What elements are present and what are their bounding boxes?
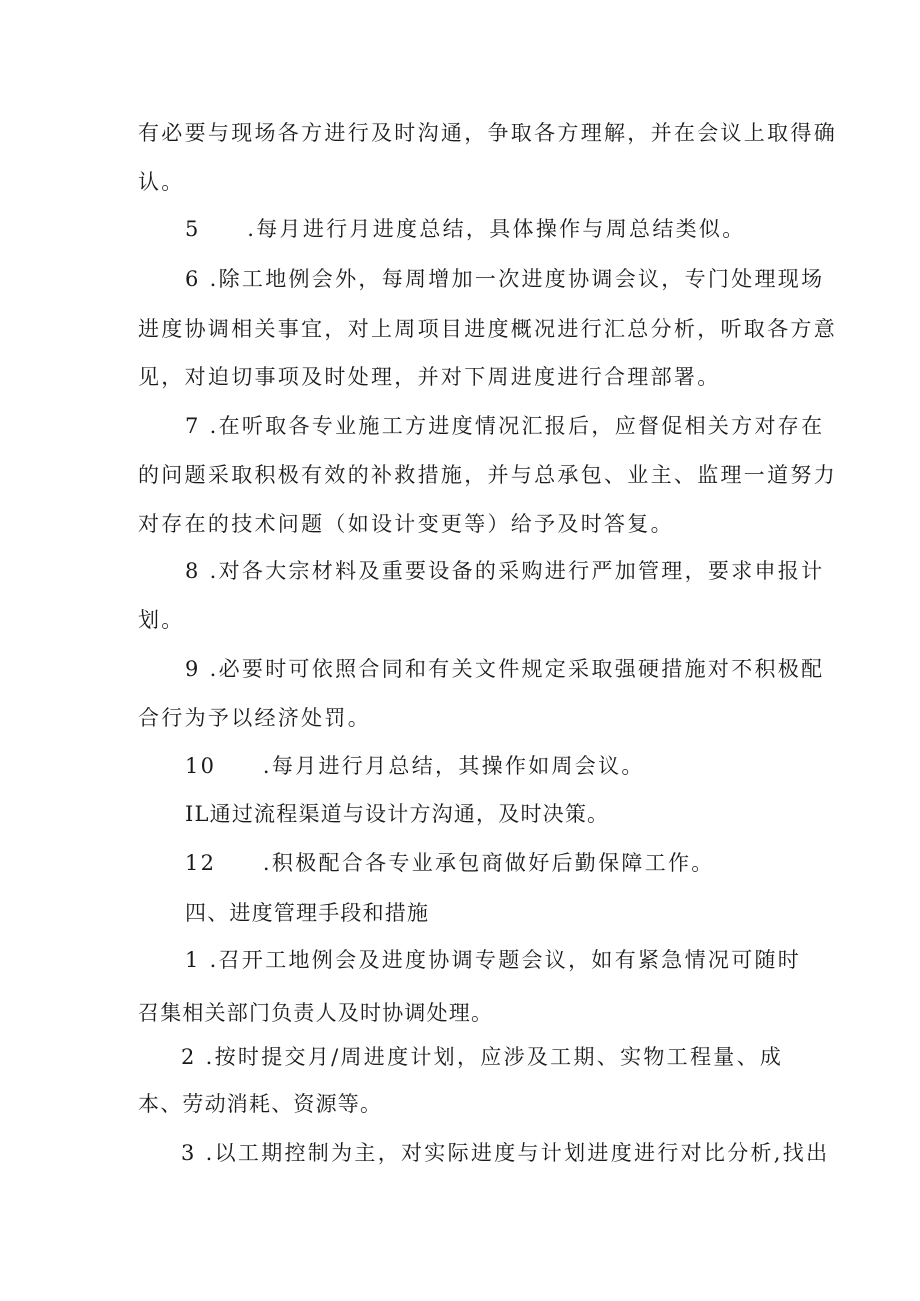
text-line: 6 .除工地例会外，每周增加一次进度协调会议，专门处理现场 bbox=[185, 267, 825, 291]
text-line: 1 .召开工地例会及进度协调专题会议，如有紧急情况可随时 bbox=[185, 948, 802, 972]
text-line: 9 .必要时可依照合同和有关文件规定采取强硬措施对不积极配 bbox=[185, 657, 825, 681]
text-line: 见，对迫切事项及时处理，并对下周进度进行合理部署。 bbox=[138, 365, 721, 389]
text-line: IL通过流程渠道与设计方沟通，及时决策。 bbox=[185, 802, 610, 826]
text-line: 5 .每月进行月进度总结，具体操作与周总结类似。 bbox=[185, 217, 746, 241]
text-line: 对存在的技术问题（如设计变更等）给予及时答复。 bbox=[138, 512, 674, 536]
text-line: 2 .按时提交月/周进度计划，应涉及工期、实物工程量、成 bbox=[181, 1045, 784, 1069]
text-line: 认。 bbox=[138, 170, 185, 194]
text-line: 划。 bbox=[138, 608, 185, 632]
text-line: 12 .积极配合各专业承包商做好后勤保障工作。 bbox=[185, 851, 715, 875]
text-line: 8 .对各大宗材料及重要设备的采购进行严加管理，要求申报计 bbox=[185, 559, 825, 583]
section-heading: 四、进度管理手段和措施 bbox=[185, 901, 430, 925]
text-line: 3 .以工期控制为主，对实际进度与计划进度进行对比分析,找出 bbox=[181, 1141, 830, 1165]
text-line: 合行为予以经济处罚。 bbox=[138, 706, 371, 730]
text-line: 7 .在听取各专业施工方进度情况汇报后，应督促相关方对存在 bbox=[185, 414, 825, 438]
text-line: 进度协调相关事宜，对上周项目进度概况进行汇总分析，听取各方意 bbox=[138, 317, 837, 341]
text-line: 10 .每月进行月总结，其操作如周会议。 bbox=[185, 754, 645, 778]
text-line: 的问题采取积极有效的补救措施，并与总承包、业主、监理一道努力 bbox=[138, 463, 837, 487]
text-line: 召集相关部门负责人及时协调处理。 bbox=[138, 1001, 494, 1025]
text-line: 有必要与现场各方进行及时沟通，争取各方理解，并在会议上取得确 bbox=[138, 121, 837, 145]
text-line: 本、劳动消耗、资源等。 bbox=[138, 1092, 383, 1116]
